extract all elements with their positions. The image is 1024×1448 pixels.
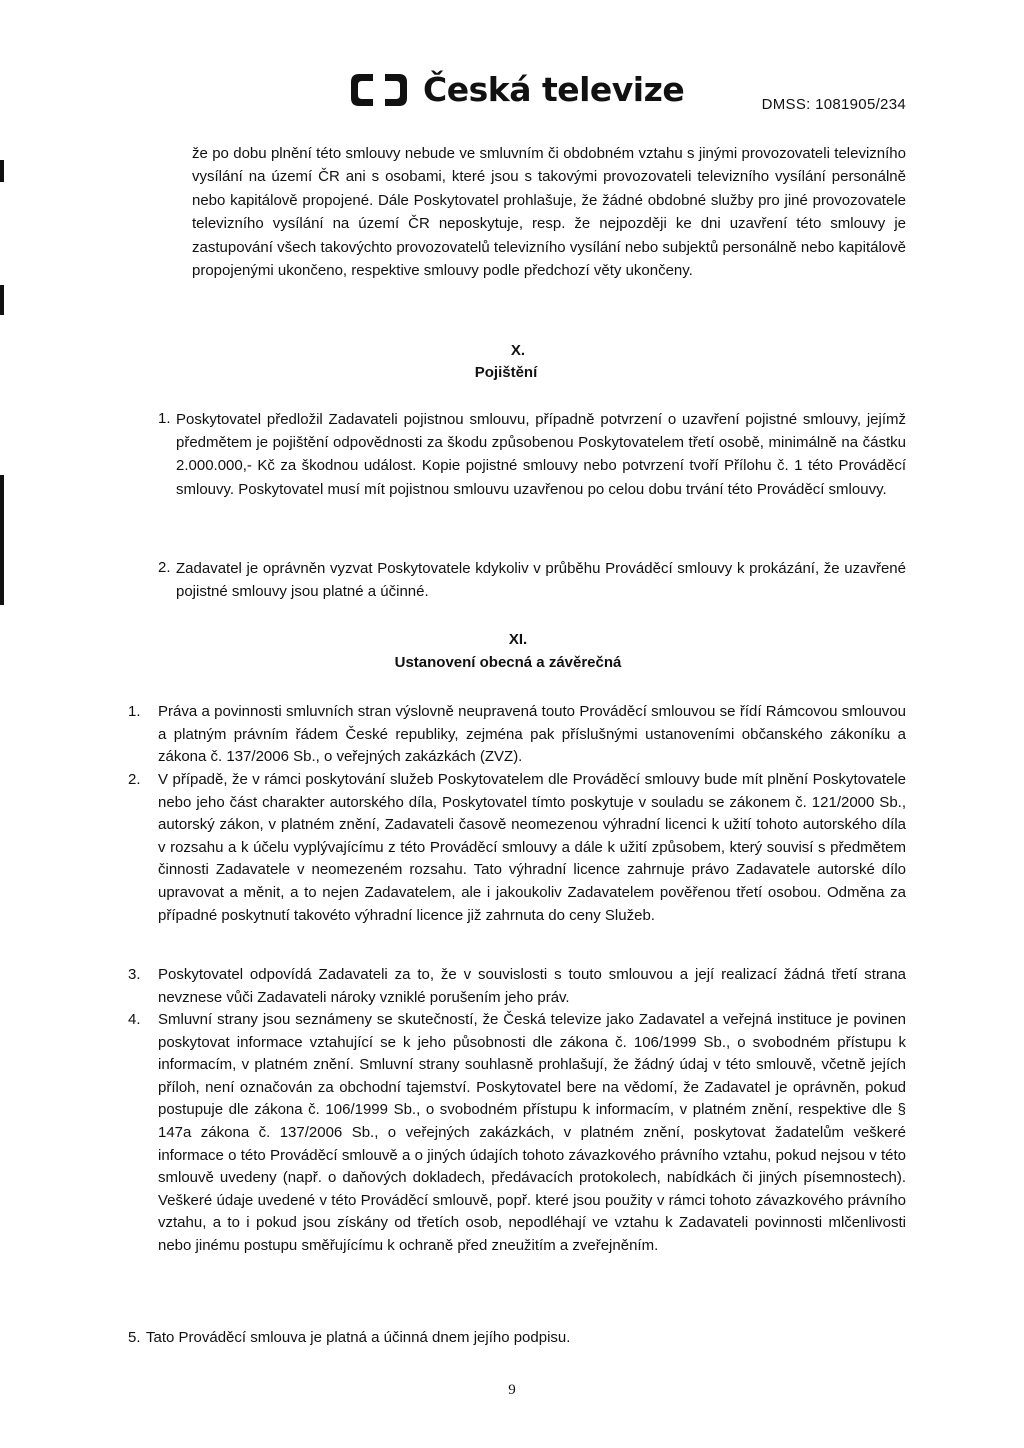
document-header	[0, 60, 1024, 113]
scan-edge-mark	[0, 285, 4, 315]
section-x-item-1	[158, 408, 906, 501]
item-text: Práva a povinnosti smluvních stran výslovně neupravená touto Prováděcí smlouvou se řídí Rámcovou smlouvou a platným právním řádem České republiky, zejména pak příslušnými ustanoveními občanského zákoníku a zákona č. 137/2006 Sb., o veřejných zakázkách (ZVZ).	[158, 703, 906, 766]
section-x-item-2	[158, 557, 906, 603]
item-text: V případě, že v rámci poskytování služeb Poskytovatelem dle Prováděcí smlouvy bude mít plnění Poskytovatele nebo jeho část charakter autorského díla, Poskytovatel tímto poskytuje v souladu se zákonem č. 121/2000 Sb., autorský zákon, v platném znění, Zadavateli časově neomezenou výhradní licenci k užití tohoto autorského díla v rozsahu a k účelu vyplývajícímu z této Prováděcí smlouvy a dále k užití způsobem, který souvisí s předmětem činnosti Zadavatele v neomezeném rozsahu. Tato výhradní licence zahrnuje právo Zadavatele autorské dílo upravovat a měnit, a to nejen Zadavatelem, ale i jakoukoliv Zadavatelem pověřenou třetí osobou. Odměna za případné poskytnutí takovéto výhradní licence již zahrnuta do ceny Služeb.	[158, 771, 906, 924]
item-number: 4.	[128, 1011, 141, 1028]
document-id: DMSS: 1081905/234	[761, 96, 906, 113]
item-text: Smluvní strany jsou seznámeny se skutečností, že Česká televize jako Zadavatel a veřejná instituce je povinen poskytovat informace vztahující se k jeho působnosti dle zákona č. 106/1999 Sb., o svobodném přístupu k informacím, v platném znění. Smluvní strany souhlasně prohlašují, že žádný údaj v této smlouvě, včetně jejích příloh, není označován za obchodní tajemství. Poskytovatel bere na vědomí, že Zadavatel je oprávněn, pokud postupuje dle zákona č. 106/1999 Sb., o svobodném přístupu k informacím, v platném znění, respektive dle § 147a zákona č. 137/2006 Sb., o veřejných zakázkách, v platném znění, poskytovat žadatelům veškeré informace o této Prováděcí smlouvě a o jiných údajích tohoto závazkového právního vztahu, pokud nejsou v této smlouvě uvedeny (např. o daňových dokladech, předávacích protokolech, nabídkách či jiných písemnostech). Veškeré údaje uvedené v této Prováděcí smlouvě, popř. které jsou použity v rámci tohoto závazkového právního vztahu, a to i pokud jsou získány od třetích osob, nepodléhají ve vztahu k Zadavateli povinnosti mlčenlivosti nebo jinému postupu směřujícímu k ochraně před zneužitím a zveřejněním.	[158, 1011, 906, 1254]
intro-paragraph: že po dobu plnění této smlouvy nebude ve smluvním či obdobném vztahu s jinými provozovateli televizního vysílání na území ČR ani s osobami, které jsou s takovými provozovateli televizního vysílání personálně nebo kapitálově propojené. Dále Poskytovatel prohlašuje, že žádné obdobné služby pro jiné provozovatele televizního vysílání na území ČR neposkytuje, resp. že nejpozději ke dni uzavření této smlouvy je zastupování všech takovýchto provozovatelů televizního vysílání nebo subjektů personálně nebo kapitálově propojenými ukončeno, respektive smlouvy podle předchozí věty ukončeny.	[192, 145, 906, 280]
section-x-title: Pojištění	[474, 364, 538, 381]
scan-edge-mark	[0, 160, 4, 182]
section-xi-item-4	[128, 1009, 906, 1258]
item-text: Poskytovatel odpovídá Zadavateli za to, že v souvislosti s touto smlouvou a její realizací žádná třetí strana nevznese vůči Zadavateli nároky vzniklé porušením jeho práv.	[158, 966, 906, 1006]
ct-logo-icon	[347, 72, 411, 108]
item-text: Poskytovatel předložil Zadavateli pojistnou smlouvu, případně potvrzení o uzavření pojistné smlouvy, jejímž předmětem je pojištění odpovědnosti za škodu způsobenou Poskytovatelem třetí osobě, minimálně na částku 2.000.000,- Kč za škodnou událost. Kopie pojistné smlouvy nebo potvrzení tvoří Přílohu č. 1 této Prováděcí smlouvy. Poskytovatel musí mít pojistnou smlouvu uzavřenou po celou dobu trvání této Prováděcí smlouvy.	[176, 411, 906, 498]
item-text: Tato Prováděcí smlouva je platná a účinná dnem jejího podpisu.	[146, 1329, 571, 1346]
section-xi-item-3	[128, 964, 906, 1009]
section-xi-item-2	[128, 769, 906, 927]
section-x-number: X.	[510, 342, 526, 359]
page-number: 9	[508, 1382, 516, 1398]
item-text: Zadavatel je oprávněn vyzvat Poskytovatele kdykoliv v průběhu Prováděcí smlouvy k prokázání, že uzavřené pojistné smlouvy jsou platné a účinné.	[176, 560, 906, 601]
section-xi-item-5	[128, 1327, 906, 1350]
item-number: 2.	[128, 771, 141, 788]
section-xi-number: XI.	[508, 631, 528, 648]
item-number: 1.	[128, 703, 141, 720]
section-xi-item-1	[128, 701, 906, 769]
ct-logo	[347, 72, 684, 108]
section-xi-title: Ustanovení obecná a závěrečná	[394, 654, 622, 671]
item-number: 3.	[128, 966, 141, 983]
item-number: 1.	[158, 410, 171, 427]
scan-edge-mark	[0, 475, 4, 605]
item-number: 5.	[128, 1329, 141, 1346]
ct-logo-text: Česká televize	[423, 70, 685, 109]
item-number: 2.	[158, 559, 171, 576]
